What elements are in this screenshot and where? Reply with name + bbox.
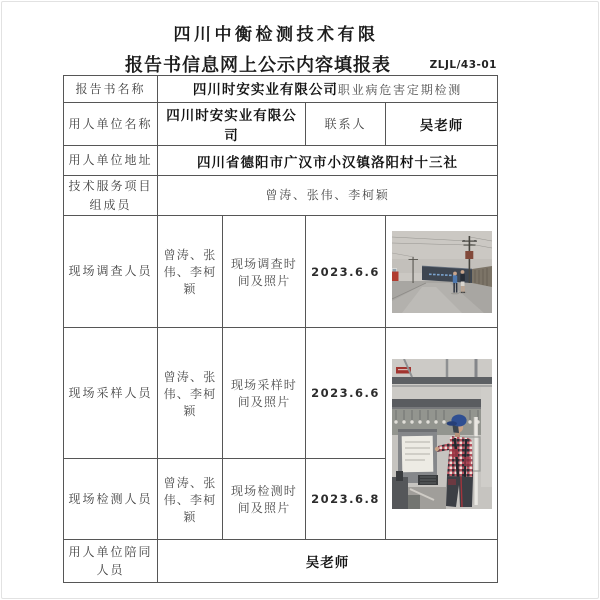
row-report-name [64, 76, 498, 103]
row-site-sampling [64, 328, 498, 459]
row-employer-name [64, 103, 498, 146]
report-info-table [63, 75, 498, 583]
survey-time-label: 现场调查时间及照片 [223, 216, 306, 328]
survey-date: 2023.6.6 [306, 216, 386, 328]
employer-address-value: 四川省德阳市广汉市小汉镇洛阳村十三社 [158, 146, 498, 176]
row-companion [64, 540, 498, 583]
contact-name: 吴老师 [386, 103, 498, 146]
company-title: 四川中衡检测技术有限 [173, 25, 379, 44]
survey-photo-cell [386, 216, 498, 328]
form-header [63, 24, 497, 76]
sampling-testing-photo [388, 359, 495, 509]
report-name-label: 报告书名称 [64, 76, 158, 103]
sampling-testing-photo-cell [386, 328, 498, 540]
testing-label: 现场检测人员 [64, 459, 158, 540]
report-name-value [158, 76, 498, 103]
testing-time-label: 现场检测时间及照片 [223, 459, 306, 540]
worker-production-line-photo-illustration [392, 359, 492, 509]
sampling-time-label: 现场采样时间及照片 [223, 328, 306, 459]
employer-name-label: 用人单位名称 [64, 103, 158, 146]
row-employer-address [64, 146, 498, 176]
report-name-company: 四川时安实业有限公司 [192, 81, 338, 97]
doc-code: ZLJL/43-01 [429, 59, 497, 72]
team-members-label: 技术服务项目组成员 [64, 176, 158, 216]
survey-photo [388, 231, 495, 313]
testing-date: 2023.6.8 [306, 459, 386, 540]
sampling-label: 现场采样人员 [64, 328, 158, 459]
sampling-date: 2023.6.6 [306, 328, 386, 459]
form-title: 报告书信息网上公示内容填报表 [125, 55, 391, 76]
employer-name-value: 四川时安实业有限公司 [158, 103, 306, 146]
companion-label: 用人单位陪同人员 [64, 540, 158, 583]
testing-members: 曾涛、张伟、李柯颖 [158, 459, 223, 540]
factory-gate-photo-illustration [392, 231, 492, 313]
form-title-row [63, 51, 497, 76]
survey-label: 现场调查人员 [64, 216, 158, 328]
team-members-value: 曾涛、张伟、李柯颖 [158, 176, 498, 216]
row-site-survey [64, 216, 498, 328]
row-team-members [64, 176, 498, 216]
report-name-suffix: 职业病危害定期检测 [337, 82, 463, 97]
employer-address-label: 用人单位地址 [64, 146, 158, 176]
companion-value: 吴老师 [158, 540, 498, 583]
contact-label: 联系人 [306, 103, 386, 146]
survey-members: 曾涛、张伟、李柯颖 [158, 216, 223, 328]
sampling-members: 曾涛、张伟、李柯颖 [158, 328, 223, 459]
